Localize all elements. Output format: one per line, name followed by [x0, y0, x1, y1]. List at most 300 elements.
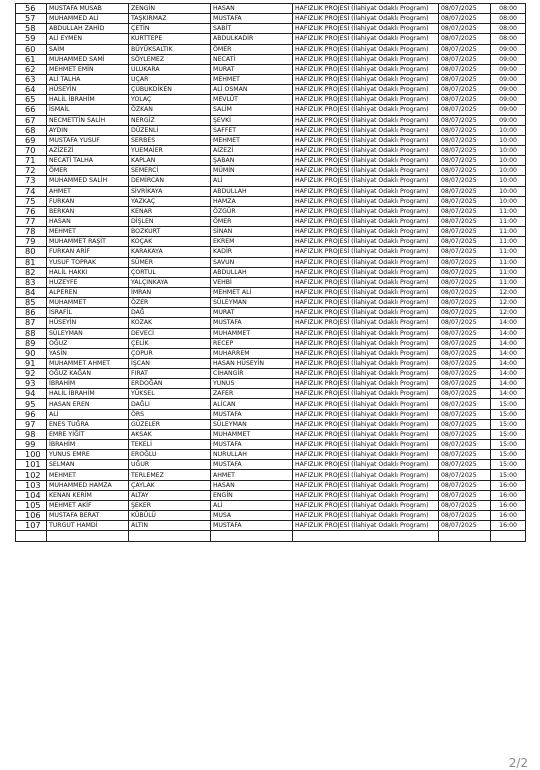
last-name-cell: SİVRİKAYA [129, 186, 211, 196]
exam-date-cell: 08/07/2025 [439, 176, 491, 186]
exam-date-cell: 08/07/2025 [439, 237, 491, 247]
exam-time-cell: 11:00 [491, 206, 526, 216]
last-name-cell: ÇELİK [129, 338, 211, 348]
last-name-cell: KENAR [129, 206, 211, 216]
exam-date-cell: 08/07/2025 [439, 500, 491, 510]
exam-date-cell: 08/07/2025 [439, 379, 491, 389]
row-number-cell: 104 [16, 490, 47, 500]
last-name-cell: ÇOPUR [129, 348, 211, 358]
table-row [16, 14, 526, 24]
father-name-cell: MUSA [211, 511, 293, 521]
father-name-cell: ABDULLAH [211, 267, 293, 277]
last-name-cell: İMRAN [129, 287, 211, 297]
exam-date-cell: 08/07/2025 [439, 24, 491, 34]
last-name-cell: ÖZER [129, 298, 211, 308]
first-name-cell: MUHAMMET AHMET [47, 358, 129, 368]
exam-date-cell: 08/07/2025 [439, 14, 491, 24]
last-name-cell: YÜKSEL [129, 389, 211, 399]
exam-date-cell: 08/07/2025 [439, 257, 491, 267]
row-number-cell: 91 [16, 358, 47, 368]
exam-date-cell: 08/07/2025 [439, 145, 491, 155]
row-number-cell: 95 [16, 399, 47, 409]
table-row [16, 4, 526, 14]
exam-date-cell: 08/07/2025 [439, 308, 491, 318]
exam-date-cell: 08/07/2025 [439, 74, 491, 84]
program-name-cell: HAFIZLIK PROJESİ (İlahiyat Odaklı Program) [293, 409, 439, 419]
empty-cell [491, 531, 526, 541]
row-number-cell: 97 [16, 419, 47, 429]
table-row [16, 409, 526, 419]
table-row [16, 166, 526, 176]
last-name-cell: BOZKURT [129, 227, 211, 237]
program-name-cell: HAFIZLIK PROJESİ (İlahiyat Odaklı Program) [293, 135, 439, 145]
exam-date-cell: 08/07/2025 [439, 166, 491, 176]
last-name-cell: DAĞ [129, 308, 211, 318]
table-row [16, 247, 526, 257]
row-number-cell: 66 [16, 105, 47, 115]
empty-cell [129, 531, 211, 541]
father-name-cell: ABDULKADİR [211, 34, 293, 44]
exam-time-cell: 10:00 [491, 196, 526, 206]
first-name-cell: AYDIN [47, 125, 129, 135]
program-name-cell: HAFIZLIK PROJESİ (İlahiyat Odaklı Program) [293, 125, 439, 135]
first-name-cell: MUHAMMED SAMİ [47, 54, 129, 64]
program-name-cell: HAFIZLIK PROJESİ (İlahiyat Odaklı Program) [293, 318, 439, 328]
father-name-cell: CİHANGİR [211, 369, 293, 379]
last-name-cell: FIRAT [129, 369, 211, 379]
exam-date-cell: 08/07/2025 [439, 470, 491, 480]
exam-time-cell: 15:00 [491, 470, 526, 480]
table-row [16, 85, 526, 95]
row-number-cell: 86 [16, 308, 47, 318]
table-row [16, 389, 526, 399]
father-name-cell: SÜLEYMAN [211, 419, 293, 429]
exam-time-cell: 08:00 [491, 4, 526, 14]
last-name-cell: KURTTEPE [129, 34, 211, 44]
last-name-cell: DEVECİ [129, 328, 211, 338]
last-name-cell: YUEMAİER [129, 145, 211, 155]
exam-time-cell: 15:00 [491, 399, 526, 409]
exam-time-cell: 14:00 [491, 369, 526, 379]
program-name-cell: HAFIZLIK PROJESİ (İlahiyat Odaklı Program) [293, 389, 439, 399]
table-row [16, 216, 526, 226]
father-name-cell: MURAT [211, 64, 293, 74]
program-name-cell: HAFIZLIK PROJESİ (İlahiyat Odaklı Program) [293, 348, 439, 358]
first-name-cell: MEHMET EMİN [47, 64, 129, 74]
row-number-cell: 103 [16, 480, 47, 490]
table-row [16, 450, 526, 460]
row-number-cell: 74 [16, 186, 47, 196]
exam-date-cell: 08/07/2025 [439, 227, 491, 237]
row-number-cell: 83 [16, 277, 47, 287]
father-name-cell: HAMZA [211, 196, 293, 206]
exam-time-cell: 12:00 [491, 298, 526, 308]
exam-date-cell: 08/07/2025 [439, 521, 491, 531]
table-row [16, 115, 526, 125]
exam-date-cell: 08/07/2025 [439, 156, 491, 166]
empty-cell [16, 531, 47, 541]
program-name-cell: HAFIZLIK PROJESİ (İlahiyat Odaklı Program) [293, 44, 439, 54]
last-name-cell: ÇORTUL [129, 267, 211, 277]
table-row [16, 298, 526, 308]
father-name-cell: KADİR [211, 247, 293, 257]
first-name-cell: MEHMET AKİF [47, 500, 129, 510]
program-name-cell: HAFIZLIK PROJESİ (İlahiyat Odaklı Program) [293, 74, 439, 84]
exam-time-cell: 09:00 [491, 74, 526, 84]
last-name-cell: YOLAÇ [129, 95, 211, 105]
last-name-cell: SEMERCİ [129, 166, 211, 176]
last-name-cell: KOÇAK [129, 237, 211, 247]
first-name-cell: ALPEREN [47, 287, 129, 297]
first-name-cell: İSMAİL [47, 105, 129, 115]
program-name-cell: HAFIZLIK PROJESİ (İlahiyat Odaklı Program) [293, 227, 439, 237]
exam-time-cell: 16:00 [491, 480, 526, 490]
first-name-cell: ALİ [47, 409, 129, 419]
row-number-cell: 60 [16, 44, 47, 54]
last-name-cell: ULUKARA [129, 64, 211, 74]
exam-time-cell: 16:00 [491, 511, 526, 521]
table-row [16, 267, 526, 277]
program-name-cell: HAFIZLIK PROJESİ (İlahiyat Odaklı Program) [293, 166, 439, 176]
father-name-cell: MEHMET ALİ [211, 287, 293, 297]
exam-date-cell: 08/07/2025 [439, 115, 491, 125]
father-name-cell: ÖZGÜR [211, 206, 293, 216]
program-name-cell: HAFIZLIK PROJESİ (İlahiyat Odaklı Program) [293, 277, 439, 287]
table-row [16, 257, 526, 267]
program-name-cell: HAFIZLIK PROJESİ (İlahiyat Odaklı Program) [293, 521, 439, 531]
first-name-cell: SAİM [47, 44, 129, 54]
father-name-cell: MUSTAFA [211, 318, 293, 328]
row-number-cell: 98 [16, 429, 47, 439]
father-name-cell: VEHBİ [211, 277, 293, 287]
exam-time-cell: 09:00 [491, 85, 526, 95]
program-name-cell: HAFIZLIK PROJESİ (İlahiyat Odaklı Program) [293, 24, 439, 34]
table-row [16, 287, 526, 297]
table-row [16, 521, 526, 531]
program-name-cell: HAFIZLIK PROJESİ (İlahiyat Odaklı Program) [293, 186, 439, 196]
first-name-cell: HUZEYFE [47, 277, 129, 287]
table-row [16, 74, 526, 84]
program-name-cell: HAFIZLIK PROJESİ (İlahiyat Odaklı Program) [293, 399, 439, 409]
row-number-cell: 106 [16, 511, 47, 521]
row-number-cell: 102 [16, 470, 47, 480]
first-name-cell: MEHMET [47, 227, 129, 237]
table-row [16, 54, 526, 64]
first-name-cell: HÜSEYİN [47, 85, 129, 95]
empty-cell [439, 531, 491, 541]
first-name-cell: MUHAMMET RAŞİT [47, 237, 129, 247]
exam-time-cell: 11:00 [491, 227, 526, 237]
empty-cell [47, 531, 129, 541]
row-number-cell: 73 [16, 176, 47, 186]
last-name-cell: NERGİZ [129, 115, 211, 125]
last-name-cell: SERBES [129, 135, 211, 145]
table-row [16, 308, 526, 318]
table-row [16, 460, 526, 470]
row-number-cell: 68 [16, 125, 47, 135]
first-name-cell: ENES TUĞRA [47, 419, 129, 429]
program-name-cell: HAFIZLIK PROJESİ (İlahiyat Odaklı Program) [293, 95, 439, 105]
first-name-cell: İSRAFİL [47, 308, 129, 318]
program-name-cell: HAFIZLIK PROJESİ (İlahiyat Odaklı Program) [293, 379, 439, 389]
exam-date-cell: 08/07/2025 [439, 409, 491, 419]
exam-time-cell: 09:00 [491, 105, 526, 115]
program-name-cell: HAFIZLIK PROJESİ (İlahiyat Odaklı Program) [293, 4, 439, 14]
table-row [16, 24, 526, 34]
exam-time-cell: 09:00 [491, 64, 526, 74]
first-name-cell: MUHAMMET [47, 298, 129, 308]
row-number-cell: 78 [16, 227, 47, 237]
exam-date-cell: 08/07/2025 [439, 64, 491, 74]
father-name-cell: ÖMER [211, 44, 293, 54]
father-name-cell: HASAN [211, 4, 293, 14]
exam-date-cell: 08/07/2025 [439, 298, 491, 308]
row-number-cell: 87 [16, 318, 47, 328]
exam-time-cell: 14:00 [491, 379, 526, 389]
exam-date-cell: 08/07/2025 [439, 450, 491, 460]
father-name-cell: SALİM [211, 105, 293, 115]
exam-date-cell: 08/07/2025 [439, 125, 491, 135]
exam-time-cell: 12:00 [491, 308, 526, 318]
exam-date-cell: 08/07/2025 [439, 44, 491, 54]
last-name-cell: KARAKAYA [129, 247, 211, 257]
first-name-cell: HALİL İBRAHİM [47, 389, 129, 399]
row-number-cell: 82 [16, 267, 47, 277]
row-number-cell: 59 [16, 34, 47, 44]
first-name-cell: NECATİ TALHA [47, 156, 129, 166]
exam-date-cell: 08/07/2025 [439, 490, 491, 500]
first-name-cell: YUNUS EMRE [47, 450, 129, 460]
program-name-cell: HAFIZLIK PROJESİ (İlahiyat Odaklı Program) [293, 196, 439, 206]
last-name-cell: YALÇINKAYA [129, 277, 211, 287]
exam-time-cell: 14:00 [491, 348, 526, 358]
last-name-cell: UÇAR [129, 74, 211, 84]
table-row [16, 125, 526, 135]
exam-date-cell: 08/07/2025 [439, 389, 491, 399]
table-row [16, 369, 526, 379]
table-row [16, 95, 526, 105]
exam-time-cell: 08:00 [491, 14, 526, 24]
first-name-cell: OĞUZ KAĞAN [47, 369, 129, 379]
row-number-cell: 101 [16, 460, 47, 470]
exam-time-cell: 11:00 [491, 247, 526, 257]
table-row [16, 419, 526, 429]
program-name-cell: HAFIZLIK PROJESİ (İlahiyat Odaklı Program) [293, 257, 439, 267]
first-name-cell: ALİ EYMEN [47, 34, 129, 44]
father-name-cell: NURULLAH [211, 450, 293, 460]
exam-time-cell: 14:00 [491, 389, 526, 399]
father-name-cell: MUHAMMET [211, 429, 293, 439]
last-name-cell: YAZKAÇ [129, 196, 211, 206]
exam-time-cell: 08:00 [491, 34, 526, 44]
exam-time-cell: 12:00 [491, 287, 526, 297]
last-name-cell: ÖZKAN [129, 105, 211, 115]
exam-date-cell: 08/07/2025 [439, 440, 491, 450]
program-name-cell: HAFIZLIK PROJESİ (İlahiyat Odaklı Program) [293, 85, 439, 95]
last-name-cell: ÇETİN [129, 24, 211, 34]
father-name-cell: MEVLÜT [211, 95, 293, 105]
table-row [16, 399, 526, 409]
father-name-cell: MUSTAFA [211, 14, 293, 24]
father-name-cell: AİZEZİ [211, 145, 293, 155]
program-name-cell: HAFIZLIK PROJESİ (İlahiyat Odaklı Program) [293, 308, 439, 318]
empty-cell [211, 531, 293, 541]
row-number-cell: 89 [16, 338, 47, 348]
first-name-cell: ÖMER [47, 166, 129, 176]
father-name-cell: MUSTAFA [211, 409, 293, 419]
row-number-cell: 63 [16, 74, 47, 84]
row-number-cell: 99 [16, 440, 47, 450]
program-name-cell: HAFIZLIK PROJESİ (İlahiyat Odaklı Program) [293, 511, 439, 521]
exam-time-cell: 10:00 [491, 176, 526, 186]
row-number-cell: 67 [16, 115, 47, 125]
exam-date-cell: 08/07/2025 [439, 216, 491, 226]
program-name-cell: HAFIZLIK PROJESİ (İlahiyat Odaklı Program) [293, 156, 439, 166]
table-row [16, 500, 526, 510]
first-name-cell: NECMETTİN SALİH [47, 115, 129, 125]
exam-date-cell: 08/07/2025 [439, 247, 491, 257]
father-name-cell: ALİ OSMAN [211, 85, 293, 95]
row-number-cell: 71 [16, 156, 47, 166]
row-number-cell: 88 [16, 328, 47, 338]
first-name-cell: MUHAMMED ALİ [47, 14, 129, 24]
exam-date-cell: 08/07/2025 [439, 358, 491, 368]
father-name-cell: ALİ [211, 500, 293, 510]
first-name-cell: MUHAMMED SALİH [47, 176, 129, 186]
last-name-cell: ZENGİN [129, 4, 211, 14]
row-number-cell: 90 [16, 348, 47, 358]
page-number: 2/2 [508, 756, 528, 770]
father-name-cell: MUSTAFA [211, 521, 293, 531]
last-name-cell: KOZAK [129, 318, 211, 328]
table-row [16, 429, 526, 439]
exam-date-cell: 08/07/2025 [439, 135, 491, 145]
first-name-cell: EMRE YİĞİT [47, 429, 129, 439]
program-name-cell: HAFIZLIK PROJESİ (İlahiyat Odaklı Program) [293, 369, 439, 379]
last-name-cell: ŞEKER [129, 500, 211, 510]
exam-time-cell: 16:00 [491, 521, 526, 531]
exam-time-cell: 11:00 [491, 267, 526, 277]
row-number-cell: 56 [16, 4, 47, 14]
table-row [16, 156, 526, 166]
exam-time-cell: 09:00 [491, 44, 526, 54]
last-name-cell: DAĞLI [129, 399, 211, 409]
row-number-cell: 61 [16, 54, 47, 64]
father-name-cell: SAFFET [211, 125, 293, 135]
father-name-cell: HASAN HÜSEYİN [211, 358, 293, 368]
row-number-cell: 80 [16, 247, 47, 257]
last-name-cell: ALTAY [129, 490, 211, 500]
exam-time-cell: 14:00 [491, 328, 526, 338]
program-name-cell: HAFIZLIK PROJESİ (İlahiyat Odaklı Program) [293, 216, 439, 226]
table-row [16, 105, 526, 115]
last-name-cell: KÜBÜLÜ [129, 511, 211, 521]
father-name-cell: MUSTAFA [211, 440, 293, 450]
father-name-cell: MUSTAFA [211, 460, 293, 470]
exam-date-cell: 08/07/2025 [439, 480, 491, 490]
father-name-cell: ENGİN [211, 490, 293, 500]
first-name-cell: MUSTAFA YUSUF [47, 135, 129, 145]
program-name-cell: HAFIZLIK PROJESİ (İlahiyat Odaklı Program) [293, 247, 439, 257]
row-number-cell: 93 [16, 379, 47, 389]
first-name-cell: HALİL İBRAHİM [47, 95, 129, 105]
program-name-cell: HAFIZLIK PROJESİ (İlahiyat Odaklı Program) [293, 460, 439, 470]
last-name-cell: ALTIN [129, 521, 211, 531]
program-name-cell: HAFIZLIK PROJESİ (İlahiyat Odaklı Program) [293, 450, 439, 460]
first-name-cell: MUHAMMED HAMZA [47, 480, 129, 490]
father-name-cell: ALİCAN [211, 399, 293, 409]
exam-schedule-table [15, 3, 526, 542]
father-name-cell: ZAFER [211, 389, 293, 399]
first-name-cell: HÜSEYİN [47, 318, 129, 328]
first-name-cell: HASAN EREN [47, 399, 129, 409]
table-row [16, 34, 526, 44]
father-name-cell: MUHARREM [211, 348, 293, 358]
first-name-cell: HALİL HAKKI [47, 267, 129, 277]
program-name-cell: HAFIZLIK PROJESİ (İlahiyat Odaklı Program) [293, 237, 439, 247]
exam-date-cell: 08/07/2025 [439, 186, 491, 196]
father-name-cell: RECEP [211, 338, 293, 348]
table-row [16, 338, 526, 348]
exam-time-cell: 11:00 [491, 257, 526, 267]
father-name-cell: MURAT [211, 308, 293, 318]
exam-time-cell: 08:00 [491, 24, 526, 34]
exam-time-cell: 09:00 [491, 54, 526, 64]
program-name-cell: HAFIZLIK PROJESİ (İlahiyat Odaklı Program) [293, 429, 439, 439]
first-name-cell: MUSTAFA MUSAB [47, 4, 129, 14]
exam-time-cell: 09:00 [491, 115, 526, 125]
last-name-cell: İŞCAN [129, 358, 211, 368]
last-name-cell: ERDOĞAN [129, 379, 211, 389]
program-name-cell: HAFIZLIK PROJESİ (İlahiyat Odaklı Program) [293, 358, 439, 368]
exam-time-cell: 11:00 [491, 237, 526, 247]
first-name-cell: ALİ TALHA [47, 74, 129, 84]
table-row [16, 176, 526, 186]
exam-time-cell: 10:00 [491, 145, 526, 155]
father-name-cell: MEHMET [211, 135, 293, 145]
program-name-cell: HAFIZLIK PROJESİ (İlahiyat Odaklı Program) [293, 287, 439, 297]
father-name-cell: MEHMET [211, 74, 293, 84]
exam-time-cell: 15:00 [491, 450, 526, 460]
father-name-cell: ŞABAN [211, 156, 293, 166]
first-name-cell: HASAN [47, 216, 129, 226]
table-row [16, 196, 526, 206]
program-name-cell: HAFIZLIK PROJESİ (İlahiyat Odaklı Program) [293, 64, 439, 74]
row-number-cell: 76 [16, 206, 47, 216]
last-name-cell: ÇUBUKDİKEN [129, 85, 211, 95]
father-name-cell: HASAN [211, 480, 293, 490]
father-name-cell: NECATİ [211, 54, 293, 64]
last-name-cell: GÜZELER [129, 419, 211, 429]
row-number-cell: 81 [16, 257, 47, 267]
program-name-cell: HAFIZLIK PROJESİ (İlahiyat Odaklı Program) [293, 490, 439, 500]
father-name-cell: ALİ [211, 176, 293, 186]
empty-table-row [16, 531, 526, 541]
last-name-cell: BÜYÜKSALTIK [129, 44, 211, 54]
father-name-cell: ÖMER [211, 216, 293, 226]
first-name-cell: OĞUZ [47, 338, 129, 348]
first-name-cell: BERKAN [47, 206, 129, 216]
exam-date-cell: 08/07/2025 [439, 34, 491, 44]
last-name-cell: DEMİRCAN [129, 176, 211, 186]
exam-time-cell: 14:00 [491, 338, 526, 348]
exam-time-cell: 15:00 [491, 460, 526, 470]
last-name-cell: ÇAYLAK [129, 480, 211, 490]
program-name-cell: HAFIZLIK PROJESİ (İlahiyat Odaklı Program) [293, 298, 439, 308]
exam-time-cell: 10:00 [491, 166, 526, 176]
last-name-cell: AKSAK [129, 429, 211, 439]
first-name-cell: ABDULLAH ZAHİD [47, 24, 129, 34]
